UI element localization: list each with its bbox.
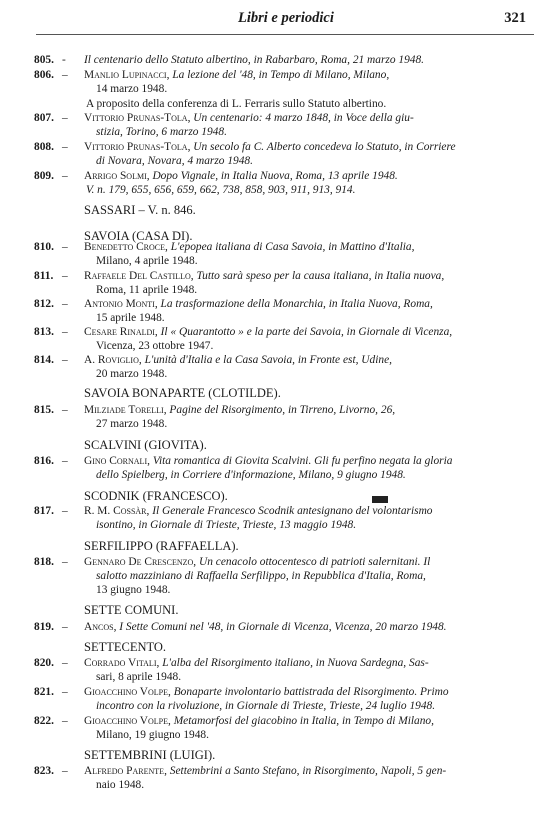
entry-text: di Novara, Novara, 4 marzo 1948. (96, 155, 253, 167)
entry-text (84, 68, 530, 83)
entry-dash: – (62, 404, 68, 416)
entry-author: Gino Cornali, (84, 455, 150, 467)
entry-dash: – (62, 241, 68, 253)
page-number: 321 (504, 10, 526, 26)
entry-text: isontino, in Giornale di Trieste, Trieste, 13 maggio 1948. (96, 519, 357, 531)
entry-dash: – (62, 765, 68, 777)
entry-title: La lezione del '48, in Tempo di Milano, Milano, (172, 69, 390, 81)
heading-scalvini: SCALVINI (GIOVITA). (84, 438, 207, 452)
entry-dash: – (62, 621, 68, 633)
entry-text: 20 marzo 1948. (96, 368, 168, 380)
entry-dash: – (62, 657, 68, 669)
entry-author: Benedetto Croce, (84, 241, 168, 253)
entry-text: Vicenza, 23 ottobre 1947. (96, 340, 214, 352)
entry-author: Milziade Torelli, (84, 404, 167, 416)
entry-number: 813. (34, 326, 54, 338)
entry-author: Corrado Vitali, (84, 657, 160, 669)
entry-author: Gioacchino Volpe, (84, 686, 171, 698)
entry-number: 818. (34, 556, 54, 568)
entry-text (84, 454, 530, 469)
entry-title: Un secolo fa C. Alberto concedeva lo Statuto, in Corriere (193, 141, 456, 153)
entry-title: Pagine del Risorgimento, in Tirreno, Livorno, 26, (169, 404, 396, 416)
entry-title: Settembrini a Santo Stefano, in Risorgimento, Napoli, 5 gen- (169, 765, 447, 777)
header-rule (36, 34, 534, 35)
entry-text (84, 111, 530, 126)
entry-dash: – (62, 69, 68, 81)
entry-author: Vittorio Prunas-Tola, (84, 141, 191, 153)
entry-text: Milano, 19 giugno 1948. (96, 729, 209, 741)
entry-number: 812. (34, 298, 54, 310)
entry-author: R. M. Cossàr, (84, 505, 150, 517)
entry-title: Il « Quarantotto » e la parte dei Savoia, in Giornale di Vicenza, (160, 326, 453, 338)
entry-text: 27 marzo 1948. (96, 418, 168, 430)
entry-number: 822. (34, 715, 54, 727)
entry-author: Manlio Lupinacci, (84, 69, 170, 81)
entry-text (84, 240, 530, 255)
heading-serfilippo: SERFILIPPO (RAFFAELLA). (84, 539, 239, 553)
ink-blot (372, 496, 388, 503)
entry-title: Vita romantica di Giovita Scalvini. Gli fu perfino negata la gloria (152, 455, 453, 467)
heading-settembrini: SETTEMBRINI (LUIGI). (84, 748, 216, 762)
entry-dash: – (62, 170, 68, 182)
entry-title: Metamorfosi del giacobino in Italia, in Tempo di Milano, (173, 715, 434, 727)
entry-author: Alfredo Parente, (84, 765, 167, 777)
entry-text (84, 353, 530, 368)
entry-number: 805. (34, 54, 54, 66)
entry-dash: – (62, 686, 68, 698)
heading-settecento: SETTECENTO. (84, 640, 167, 654)
entry-dash: – (62, 556, 68, 568)
entry-author: Raffaele Del Castillo, (84, 270, 194, 282)
entry-text (84, 140, 530, 155)
entry-author: Antonio Monti, (84, 298, 158, 310)
entry-title: Dopo Vignale, in Italia Nuova, Roma, 13 aprile 1948. (152, 170, 398, 182)
entry-text: Roma, 11 aprile 1948. (96, 284, 198, 296)
entry-dash: – (62, 270, 68, 282)
running-title: Libri e periodici (238, 10, 334, 26)
entry-text (84, 685, 530, 700)
entry-title: La trasformazione della Monarchia, in Italia Nuova, Roma, (160, 298, 433, 310)
entry-author: Gioacchino Volpe, (84, 715, 171, 727)
entry-text (84, 403, 530, 418)
entry-dash: – (62, 455, 68, 467)
entry-author: Vittorio Prunas-Tola, (84, 112, 191, 124)
entry-text: 13 giugno 1948. (96, 584, 171, 596)
entry-author: Arrigo Solmi, (84, 170, 150, 182)
entry-title: Il Generale Francesco Scodnik antesignano del volontarismo (152, 505, 433, 517)
entry-author: Ancos, (84, 621, 117, 633)
entry-title: Un centenario: 4 marzo 1848, in Voce della giu- (193, 112, 414, 124)
entry-text (84, 269, 530, 284)
entry-title: Un cenacolo ottocentesco di patrioti salernitani. Il (199, 556, 431, 568)
entry-title: L'alba del Risorgimento italiano, in Nuova Sardegna, Sas- (162, 657, 429, 669)
entry-title: I Sette Comuni nel '48, in Giornale di Vicenza, Vicenza, 20 marzo 1948. (119, 621, 447, 633)
entry-text: Milano, 4 aprile 1948. (96, 255, 198, 267)
entry-dash: – (62, 298, 68, 310)
entry-number: 819. (34, 621, 54, 633)
entry-number: 807. (34, 112, 54, 124)
entry-number: 820. (34, 657, 54, 669)
entry-dash: – (62, 141, 68, 153)
entry-dash: – (62, 326, 68, 338)
entry-text: naio 1948. (96, 779, 145, 791)
entry-title: L'unità d'Italia e la Casa Savoia, in Fronte est, Udine, (144, 354, 392, 366)
entry-dash: – (62, 715, 68, 727)
entry-number: 816. (34, 455, 54, 467)
entry-author: A. Roviglio, (84, 354, 142, 366)
heading-sette-comuni: SETTE COMUNI. (84, 603, 179, 617)
entry-dash: - (62, 54, 66, 66)
entry-title: L'epopea italiana di Casa Savoia, in Mattino d'Italia, (170, 241, 415, 253)
entry-text (84, 297, 530, 312)
entry-dash: – (62, 505, 68, 517)
entry-number: 821. (34, 686, 54, 698)
entry-note: A proposito della conferenza di L. Ferraris sullo Statuto albertino. (86, 98, 387, 110)
entry-text (84, 555, 530, 570)
heading-savoia: SAVOIA (CASA DI). (84, 229, 193, 243)
entry-number: 808. (34, 141, 54, 153)
entry-text (84, 714, 530, 729)
heading-scodnik: SCODNIK (FRANCESCO). (84, 489, 228, 503)
entry-text: incontro con la rivoluzione, in Giornale di Trieste, Trieste, 24 luglio 1948. (96, 700, 436, 712)
entry-number: 823. (34, 765, 54, 777)
entry-number: 817. (34, 505, 54, 517)
entry-text (84, 325, 530, 340)
page-header (30, 10, 530, 32)
entry-text (84, 169, 530, 184)
entry-number: 814. (34, 354, 54, 366)
entry-number: 806. (34, 69, 54, 81)
entry-number: 815. (34, 404, 54, 416)
entry-dash: – (62, 112, 68, 124)
entry-dash: – (62, 354, 68, 366)
entry-text: 15 aprile 1948. (96, 312, 165, 324)
entry-text: sari, 8 aprile 1948. (96, 671, 182, 683)
entry-text: Il centenario dello Statuto albertino, in Rabarbaro, Roma, 21 marzo 1948. (84, 54, 425, 66)
entry-text: dello Spielberg, in Corriere d'informazione, Milano, 9 giugno 1948. (96, 469, 406, 481)
entry-text: salotto mazziniano di Raffaella Serfilippo, in Repubblica d'Italia, Roma, (96, 570, 426, 582)
entry-number: 810. (34, 241, 54, 253)
heading-sassari: SASSARI – V. n. 846. (84, 203, 196, 217)
entry-text (84, 656, 530, 671)
entry-title: Bonaparte involontario battistrada del Risorgimento. Primo (173, 686, 449, 698)
entry-text (84, 764, 530, 779)
entry-text: 14 marzo 1948. (96, 83, 168, 95)
entry-author: Gennaro De Crescenzo, (84, 556, 197, 568)
entry-text (84, 620, 530, 635)
entry-number: 809. (34, 170, 54, 182)
entry-text: stizia, Torino, 6 marzo 1948. (96, 126, 227, 138)
entry-crossref: V. n. 179, 655, 656, 659, 662, 738, 858, 903, 911, 913, 914. (86, 184, 356, 196)
heading-savoia-bonaparte: SAVOIA BONAPARTE (CLOTILDE). (84, 386, 281, 400)
entry-author: Cesare Rinaldi, (84, 326, 158, 338)
entry-number: 811. (34, 270, 54, 282)
entry-title: Tutto sarà speso per la causa italiana, in Italia nuova, (196, 270, 445, 282)
entry-text (84, 504, 530, 519)
